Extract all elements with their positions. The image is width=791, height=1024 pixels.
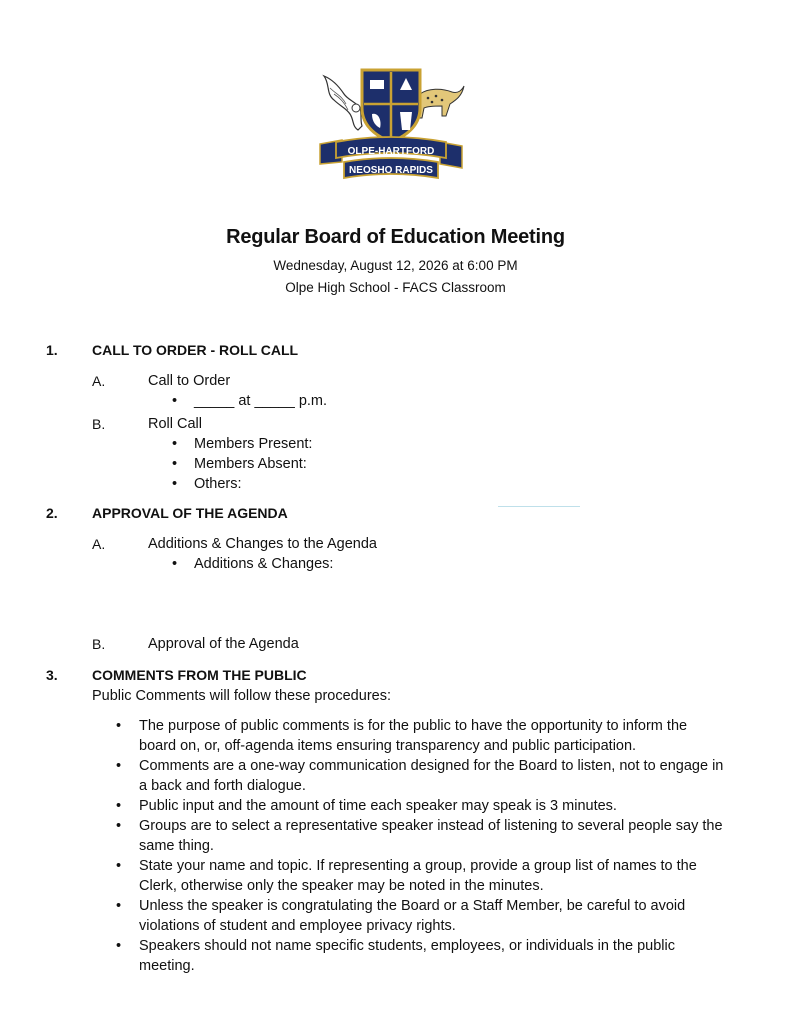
- list-item: [116, 716, 728, 756]
- item-letter: B.: [92, 416, 106, 432]
- bullet-glyph: •: [172, 393, 178, 409]
- bullet-glyph: •: [116, 818, 122, 834]
- list-item-text: Others:: [194, 476, 242, 492]
- bullet-glyph: •: [172, 476, 178, 492]
- book-icon: [370, 80, 384, 89]
- list-item: [116, 896, 728, 936]
- section-title: COMMENTS FROM THE PUBLIC: [92, 667, 307, 683]
- list-item: [116, 856, 728, 896]
- section-intro: Public Comments will follow these procedures:: [92, 688, 391, 704]
- bullet-glyph: •: [116, 758, 122, 774]
- list-item-text: Speakers should not name specific students, employees, or individuals in the public meeting.: [139, 938, 675, 974]
- item-label: Approval of the Agenda: [148, 636, 299, 652]
- list-item-text: Additions & Changes:: [194, 556, 334, 572]
- section-title: CALL TO ORDER - ROLL CALL: [92, 342, 299, 358]
- list-item-text: State your name and topic. If representing a group, provide a group list of names to the Clerk, otherwise only the speaker may be noted in the minutes.: [139, 858, 697, 894]
- list-item-text: Members Present:: [194, 436, 313, 452]
- list-item: [116, 936, 728, 976]
- item-label: Roll Call: [148, 416, 202, 432]
- item-letter: A.: [92, 373, 106, 389]
- banner-bottom-text: NEOSHO RAPIDS: [349, 165, 433, 176]
- bullet-glyph: •: [116, 798, 122, 814]
- list-item-text: Unless the speaker is congratulating the Board or a Staff Member, be careful to avoid violations of student and employee privacy rights.: [139, 898, 686, 934]
- bullet-glyph: •: [172, 456, 178, 472]
- item-label: Additions & Changes to the Agenda: [148, 536, 377, 552]
- list-item-text: The purpose of public comments is for the public to have the opportunity to inform the board on, or, off-agenda items ensuring transparency and public participation.: [139, 718, 688, 754]
- list-item-text: Groups are to select a representative speaker instead of listening to several people say the same thing.: [139, 818, 723, 854]
- page-title: Regular Board of Education Meeting: [226, 226, 565, 248]
- section-number: 2.: [46, 505, 58, 521]
- bullet-glyph: •: [116, 898, 122, 914]
- section-title: APPROVAL OF THE AGENDA: [92, 505, 288, 521]
- section-number: 1.: [46, 342, 58, 358]
- list-item: [116, 796, 728, 816]
- eagle-icon: [324, 76, 362, 130]
- meeting-date: Wednesday, August 12, 2026 at 6:00 PM: [273, 258, 518, 273]
- bullet-glyph: •: [116, 938, 122, 954]
- list-item-text: _____ at _____ p.m.: [194, 393, 328, 409]
- bullet-glyph: •: [172, 556, 178, 572]
- jaguar-icon: [417, 86, 464, 118]
- scan-mark: [498, 506, 580, 507]
- item-label: Call to Order: [148, 373, 231, 389]
- banner-top-text: OLPE-HARTFORD: [347, 146, 435, 157]
- item-letter: A.: [92, 536, 106, 552]
- list-item-text: Members Absent:: [194, 456, 307, 472]
- item-letter: B.: [92, 636, 106, 652]
- wheat-icon: [400, 112, 412, 130]
- district-crest-logo: [316, 64, 466, 190]
- list-item-text: Public input and the amount of time each speaker may speak is 3 minutes.: [139, 798, 617, 814]
- bullet-glyph: •: [172, 436, 178, 452]
- meeting-location: Olpe High School - FACS Classroom: [285, 280, 506, 295]
- section-number: 3.: [46, 667, 58, 683]
- bullet-glyph: •: [116, 858, 122, 874]
- list-item-text: Comments are a one-way communication designed for the Board to listen, not to engage in a back and forth dialogue.: [139, 758, 724, 794]
- list-item: [116, 816, 728, 856]
- list-item: [116, 756, 728, 796]
- bullet-glyph: •: [116, 718, 122, 734]
